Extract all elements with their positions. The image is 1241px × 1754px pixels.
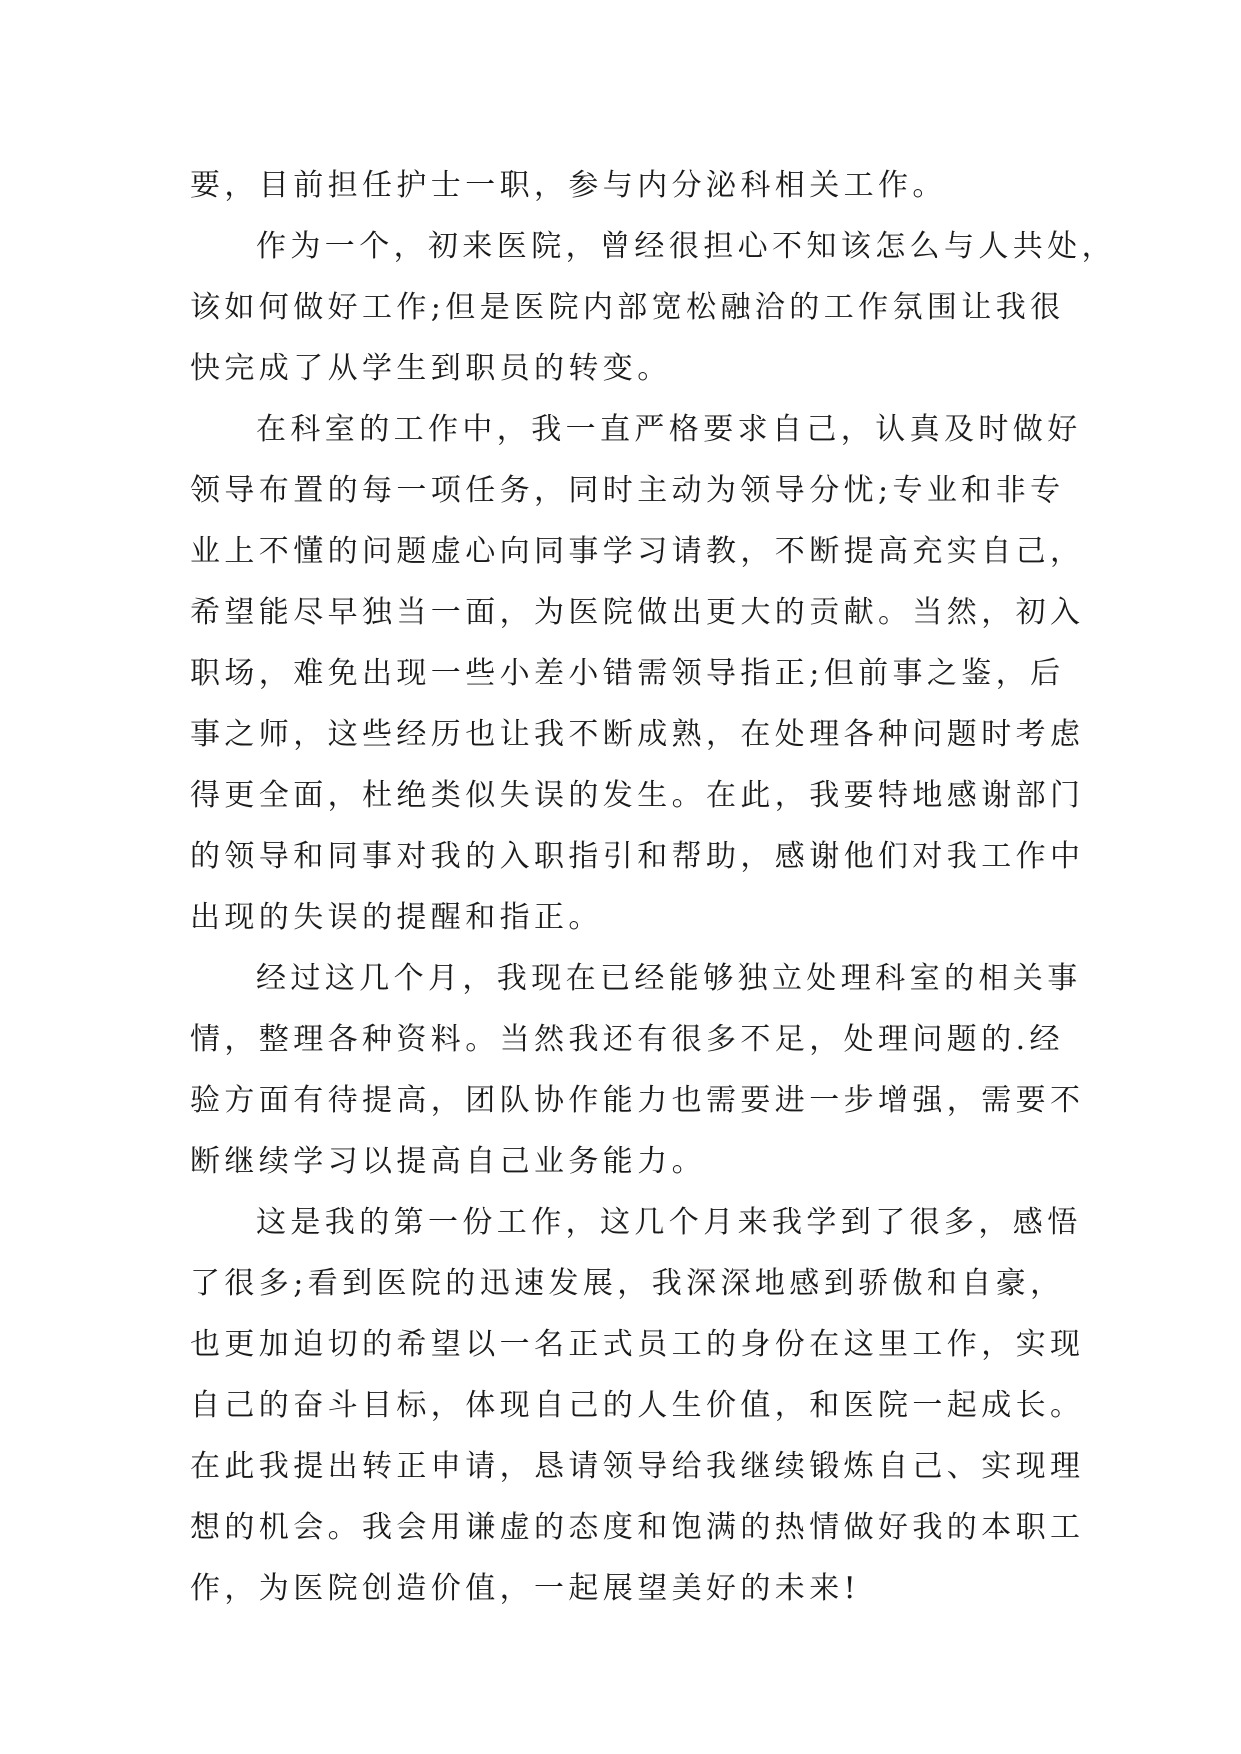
document-body <box>190 155 1116 1619</box>
paragraph-start-line: 经过这几个月，我现在已经能够独立处理科室的相关事 <box>256 961 1082 996</box>
text-line: 作，为医院创造价值，一起展望美好的未来! <box>190 1571 861 1606</box>
text-line: 领导布置的每一项任务，同时主动为领导分忧;专业和非专 <box>190 473 1065 508</box>
paragraph-start-line: 在科室的工作中，我一直严格要求自己，认真及时做好 <box>256 412 1082 447</box>
text-line: 在此我提出转正申请，恳请领导给我继续锻炼自己、实现理 <box>190 1449 1085 1484</box>
text-line: 验方面有待提高，团队协作能力也需要进一步增强，需要不 <box>190 1083 1085 1118</box>
text-line: 了很多;看到医院的迅速发展，我深深地感到骄傲和自豪， <box>190 1266 1065 1301</box>
text-line: 业上不懂的问题虚心向同事学习请教，不断提高充实自己， <box>190 534 1085 569</box>
text-line: 得更全面，杜绝类似失误的发生。在此，我要特地感谢部门 <box>190 778 1085 813</box>
text-line: 希望能尽早独当一面，为医院做出更大的贡献。当然，初入 <box>190 595 1085 630</box>
paragraph-start-line: 作为一个，初来医院，曾经很担心不知该怎么与人共处， <box>256 229 1116 264</box>
text-line: 断继续学习以提高自己业务能力。 <box>190 1144 706 1179</box>
paragraph-start-line: 这是我的第一份工作，这几个月来我学到了很多，感悟 <box>256 1205 1082 1240</box>
text-line: 也更加迫切的希望以一名正式员工的身份在这里工作，实现 <box>190 1327 1085 1362</box>
text-line: 职场，难免出现一些小差小错需领导指正;但前事之鉴，后 <box>190 656 1065 691</box>
text-line: 自己的奋斗目标，体现自己的人生价值，和医院一起成长。 <box>190 1388 1085 1423</box>
text-line: 想的机会。我会用谦虚的态度和饱满的热情做好我的本职工 <box>190 1510 1085 1545</box>
text-line: 快完成了从学生到职员的转变。 <box>190 351 672 386</box>
text-line: 事之师，这些经历也让我不断成熟，在处理各种问题时考虑 <box>190 717 1085 752</box>
text-line: 该如何做好工作;但是医院内部宽松融洽的工作氛围让我很 <box>190 290 1065 325</box>
text-line: 情，整理各种资料。当然我还有很多不足，处理问题的.经 <box>190 1022 1064 1057</box>
text-line: 要，目前担任护士一职，参与内分泌科相关工作。 <box>190 168 947 203</box>
text-line: 出现的失误的提醒和指正。 <box>190 900 603 935</box>
text-line: 的领导和同事对我的入职指引和帮助，感谢他们对我工作中 <box>190 839 1085 874</box>
